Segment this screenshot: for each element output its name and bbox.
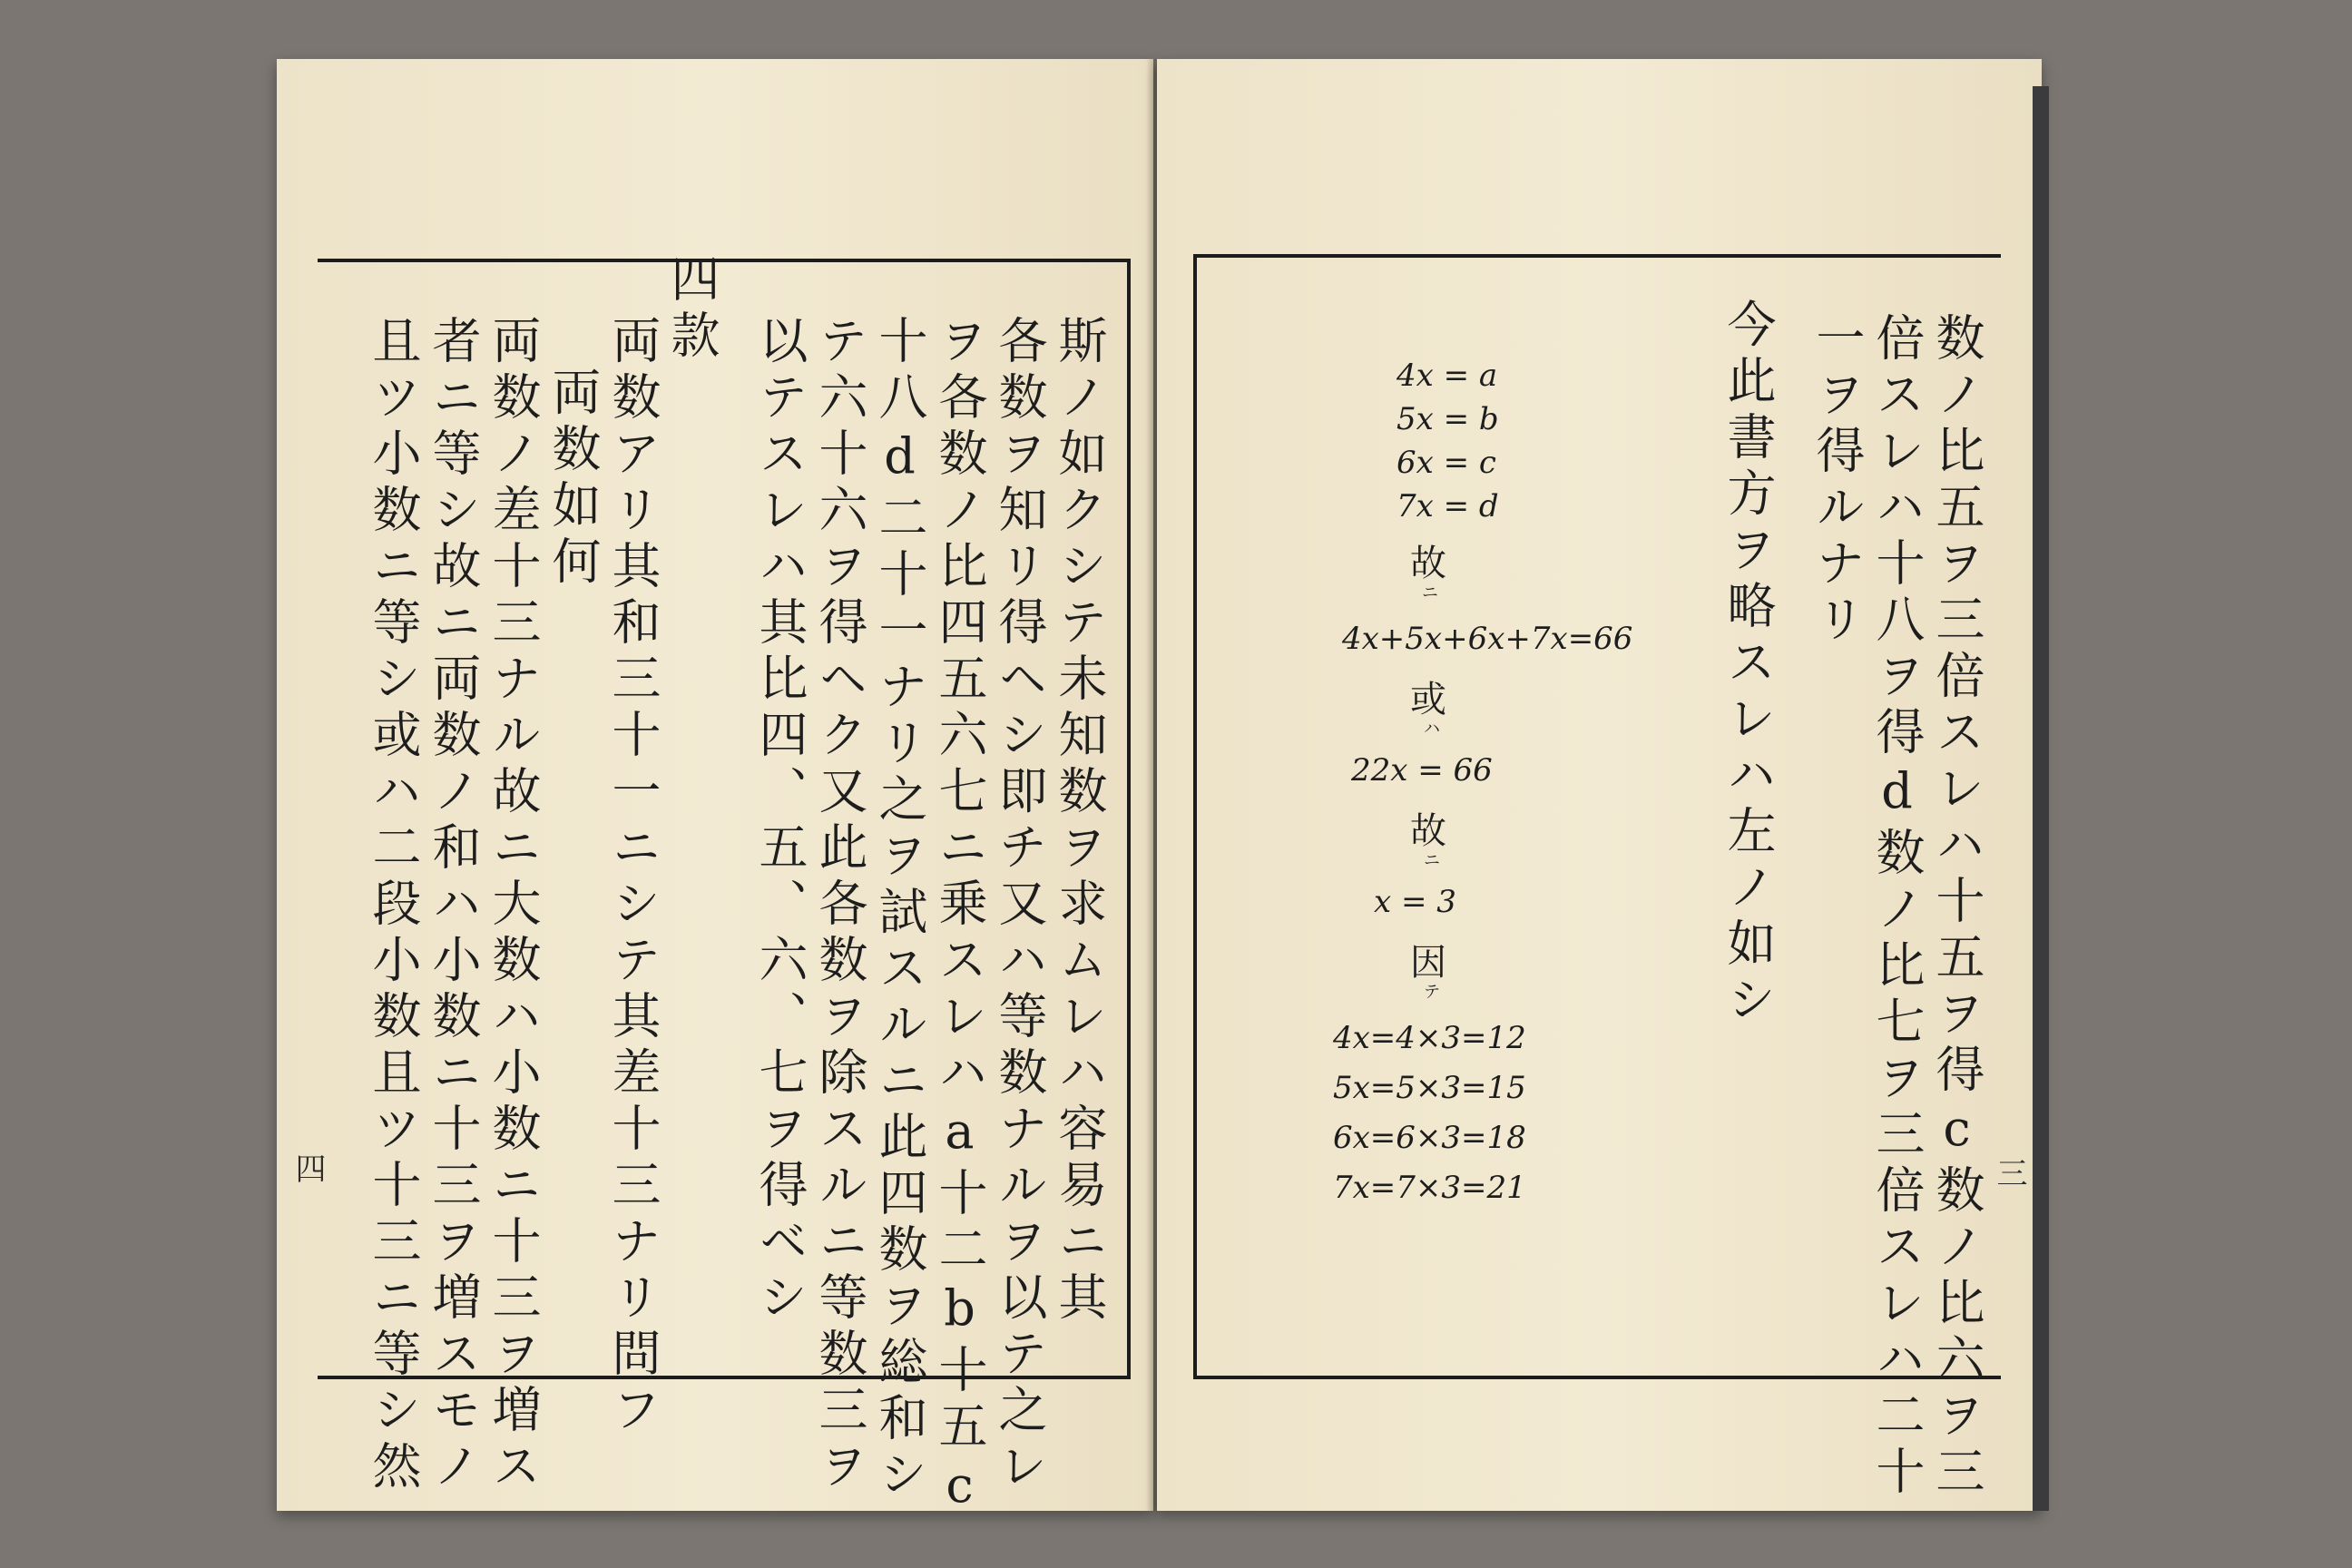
text-column: 両数アリ其和三十一ニシテ其差十三ナリ問フ — [604, 315, 662, 1440]
text-column: 且ツ小数ニ等シ或ハ二段小数且ツ十三ニ等シ然 — [365, 315, 422, 1496]
right-page-frame — [1193, 254, 2001, 1502]
text-column: 者ニ等シ故ニ両数ノ和ハ小数ニ十三ヲ増スモノ — [425, 315, 482, 1496]
text-column: 両数ノ差十三ナル故ニ大数ハ小数ニ十三ヲ増ス — [485, 315, 542, 1496]
text-column: 以テスレハ其比四、五、六、七ヲ得ベシ — [751, 315, 808, 1328]
connector-word: 故 — [1410, 543, 1446, 584]
open-book — [277, 59, 2042, 1521]
connector-kana: ニ — [1424, 851, 1440, 870]
equation: 7x=7×3=21 — [1333, 1170, 1526, 1206]
equation: x = 3 — [1374, 884, 1456, 920]
page-number: 四 — [289, 1152, 326, 1183]
text-column: ヲ各数ノ比四五六七ニ乗スレハa十二b十五c — [931, 315, 988, 1521]
section-heading: 四款 — [663, 253, 720, 366]
text-column: 倍スレハ十八ヲ得d数ノ比七ヲ三倍スレハ二十 — [1868, 312, 1926, 1502]
text-column: 数ノ比五ヲ三倍スレハ十五ヲ得c数ノ比六ヲ三 — [1928, 312, 1985, 1502]
equation: 5x=5×3=15 — [1333, 1070, 1526, 1106]
connector-word: 因 — [1410, 942, 1446, 984]
equation: 5x = b — [1396, 401, 1499, 437]
book-fore-edge — [2033, 86, 2049, 1511]
text-column: 両数如何 — [544, 367, 602, 592]
equation: 4x = a — [1396, 358, 1498, 394]
equation: 7x = d — [1396, 488, 1499, 524]
text-column: テ六十六ヲ得ヘク又此各数ヲ除スルニ等数三ヲ — [811, 315, 868, 1496]
equation: 4x=4×3=12 — [1333, 1020, 1526, 1056]
connector-kana: ニ — [1422, 583, 1438, 603]
text-column: 一ヲ得ルナリ — [1808, 312, 1866, 650]
connector-word: 故 — [1410, 810, 1446, 852]
text-column: 斯ノ如クシテ未知数ヲ求ムレハ容易ニ其 — [1051, 315, 1108, 1328]
connector-word: 或 — [1410, 679, 1446, 720]
connector-kana: ハ — [1424, 720, 1440, 739]
text-column: 各数ヲ知リ得ヘシ即チ又ハ等数ナルヲ以テ之レ — [991, 315, 1048, 1496]
page-number: 三 — [1991, 1157, 2027, 1188]
connector-kana: テ — [1424, 983, 1440, 1002]
text-column: 今此書方ヲ略スレハ左ノ如シ — [1720, 299, 1777, 1030]
equation: 4x+5x+6x+7x=66 — [1342, 621, 1633, 657]
equation: 6x=6×3=18 — [1333, 1120, 1526, 1156]
left-page-frame — [318, 253, 1131, 1521]
equation: 6x = c — [1396, 445, 1496, 481]
text-column: 十八d二十一ナリ之ヲ試スルニ此四数ヲ総和シ — [871, 315, 928, 1504]
left-page — [277, 59, 1153, 1521]
equation: 22x = 66 — [1351, 752, 1493, 789]
right-page — [1157, 59, 2042, 1511]
